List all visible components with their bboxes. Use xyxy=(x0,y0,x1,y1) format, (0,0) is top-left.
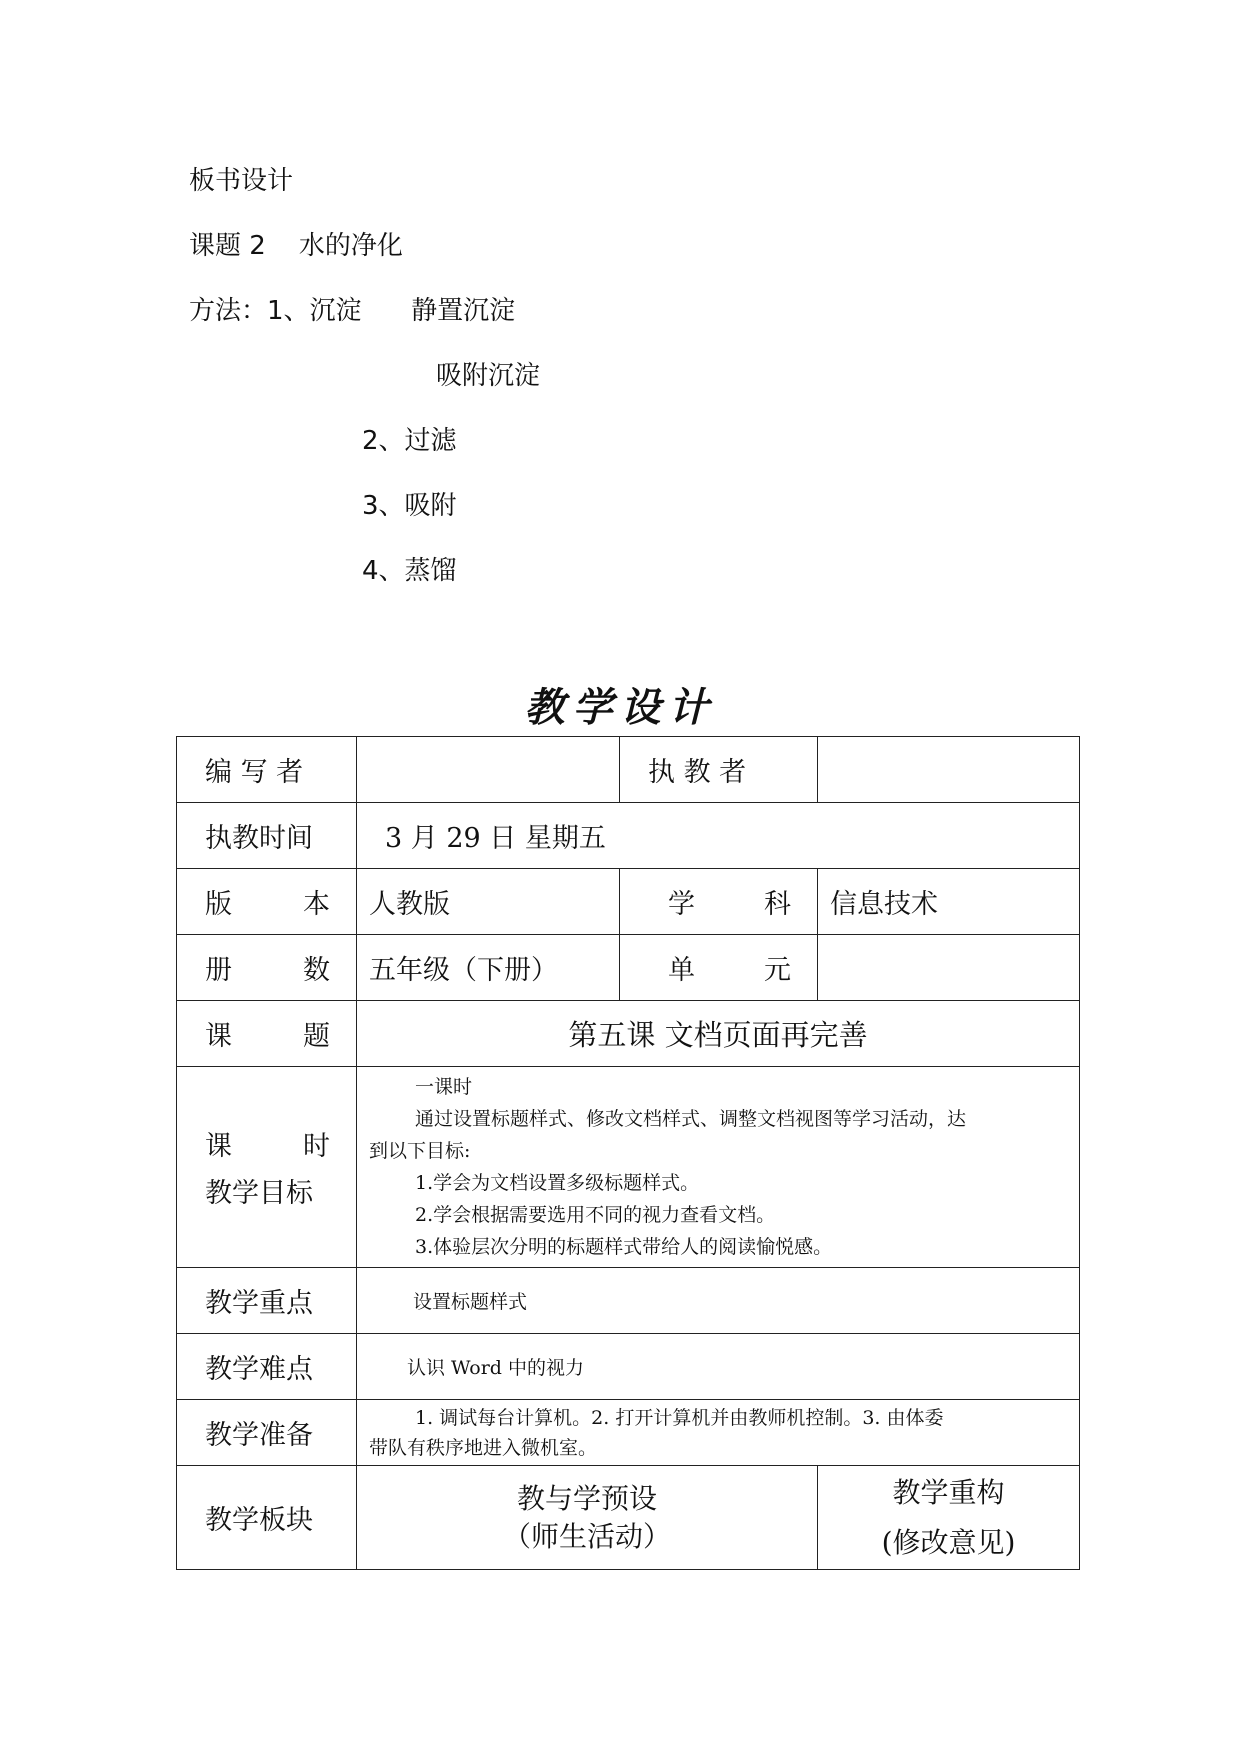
board-item-3: 3、吸附 xyxy=(362,491,457,521)
table-row xyxy=(177,935,1080,1001)
unit-label-b: 元 xyxy=(764,955,791,986)
prep-label: 教学准备 xyxy=(177,1400,357,1466)
unit-label xyxy=(620,935,818,1001)
table-row xyxy=(177,1001,1080,1067)
board-item-4: 4、蒸馏 xyxy=(362,556,457,586)
board-topic: 课题 2 水的净化 xyxy=(189,231,403,261)
subject-label xyxy=(620,869,818,935)
time-label: 执教时间 xyxy=(177,803,357,869)
volume-label xyxy=(177,935,357,1001)
board-sub-adsorb-settle: 吸附沉淀 xyxy=(436,361,541,391)
unit-value xyxy=(818,935,1080,1001)
prep-value xyxy=(357,1400,1080,1466)
time-value: 3 月 29 日 星期五 xyxy=(357,803,1080,869)
table-row xyxy=(177,737,1080,803)
table-row xyxy=(177,1067,1080,1268)
subject-label-b: 科 xyxy=(764,889,791,920)
goal-label-c: 教学目标 xyxy=(205,1178,313,1209)
prep-line: 带队有秩序地进入微机室。 xyxy=(369,1436,598,1459)
author-value xyxy=(357,737,620,803)
goal-line: 到以下目标: xyxy=(369,1140,471,1162)
table-row xyxy=(177,803,1080,869)
board-heading: 板书设计 xyxy=(189,166,294,196)
goal-label-a: 课 xyxy=(205,1131,232,1162)
topic-label xyxy=(177,1001,357,1067)
topic-label-b: 题 xyxy=(303,1021,330,1052)
unit-label-a: 单 xyxy=(668,955,695,986)
teacher-value xyxy=(818,737,1080,803)
goal-line: 3.体验层次分明的标题样式带给人的阅读愉悦感。 xyxy=(415,1236,833,1258)
preset-title: 教与学预设 xyxy=(516,1481,657,1515)
rebuild-sub: (修改意见) xyxy=(881,1525,1016,1559)
table-row xyxy=(177,1268,1080,1334)
focus-label: 教学重点 xyxy=(177,1268,357,1334)
goal-label-b: 时 xyxy=(303,1131,330,1162)
author-label: 编 写 者 xyxy=(177,737,357,803)
lesson-plan-table xyxy=(176,736,1080,1570)
topic-value: 第五课 文档页面再完善 xyxy=(357,1001,1080,1067)
teacher-label: 执 教 者 xyxy=(620,737,818,803)
block-label: 教学板块 xyxy=(177,1466,357,1570)
volume-label-a: 册 xyxy=(205,955,232,986)
focus-value: 设置标题样式 xyxy=(357,1268,1080,1334)
difficulty-value: 认识 Word 中的视力 xyxy=(357,1334,1080,1400)
goal-line: 通过设置标题样式、修改文档样式、调整文档视图等学习活动，达 xyxy=(415,1108,967,1130)
difficulty-label: 教学难点 xyxy=(177,1334,357,1400)
rebuild-title: 教学重构 xyxy=(892,1475,1005,1509)
table-row xyxy=(177,1400,1080,1466)
goal-line: 1.学会为文档设置多级标题样式。 xyxy=(415,1172,700,1194)
preset-cell xyxy=(357,1466,818,1570)
rebuild-cell xyxy=(818,1466,1080,1570)
document-title: 教学设计 xyxy=(524,684,717,731)
edition-label-a: 版 xyxy=(205,889,232,920)
table-row xyxy=(177,1334,1080,1400)
goal-line: 一课时 xyxy=(415,1076,473,1098)
preset-sub: （师生活动） xyxy=(502,1519,671,1553)
table-row xyxy=(177,1466,1080,1570)
edition-label-b: 本 xyxy=(303,889,330,920)
edition-value: 人教版 xyxy=(357,869,620,935)
table-row xyxy=(177,869,1080,935)
subject-label-a: 学 xyxy=(668,889,695,920)
goal-value xyxy=(357,1067,1080,1268)
topic-label-a: 课 xyxy=(205,1021,232,1052)
goal-label xyxy=(177,1067,357,1268)
edition-label xyxy=(177,869,357,935)
goal-line: 2.学会根据需要选用不同的视力查看文档。 xyxy=(415,1204,776,1226)
board-method-line: 方法：1、沉淀 静置沉淀 xyxy=(189,296,516,326)
board-item-2: 2、过滤 xyxy=(362,426,457,456)
prep-line: 1. 调试每台计算机。2. 打开计算机并由教师机控制。3. 由体委 xyxy=(415,1406,944,1429)
volume-label-b: 数 xyxy=(303,955,330,986)
subject-value: 信息技术 xyxy=(818,869,1080,935)
volume-value: 五年级（下册） xyxy=(357,935,620,1001)
